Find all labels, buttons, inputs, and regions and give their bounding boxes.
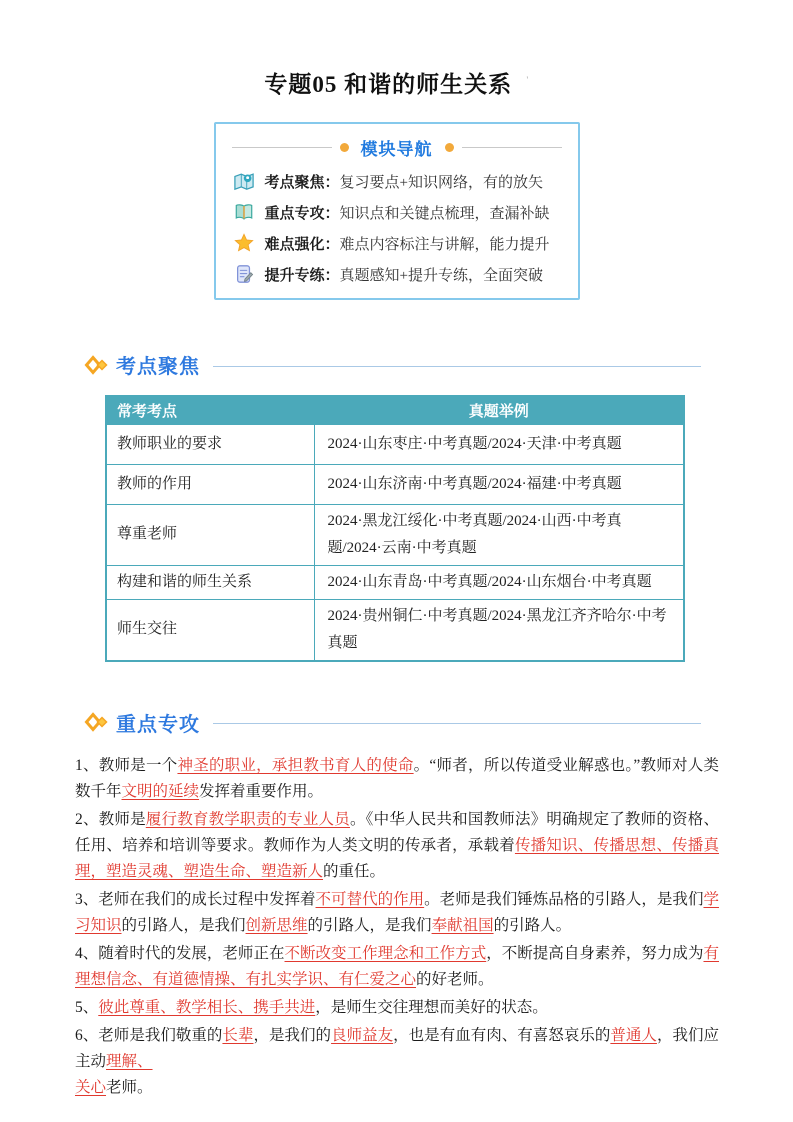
table-cell-examples: 2024·贵州铜仁·中考真题/2024·黑龙江齐齐哈尔·中考真题 xyxy=(314,599,684,661)
highlighted-text: 不可替代的作用 xyxy=(315,890,425,908)
table-cell-topic: 构建和谐的师生关系 xyxy=(106,565,314,599)
nav-item-nandian xyxy=(232,233,562,253)
text-run: 的引路人，是我们 xyxy=(307,916,432,934)
notepad-pencil-icon xyxy=(234,264,254,284)
content-paragraph xyxy=(75,995,719,1021)
table-body xyxy=(106,424,684,661)
exam-sources-table xyxy=(105,395,685,662)
divider-line-right xyxy=(462,147,562,148)
text-run: 3、老师在我们的成长过程中发挥着 xyxy=(75,890,316,908)
title-footnote-mark: ' xyxy=(526,75,529,86)
table-cell-topic: 教师的作用 xyxy=(106,464,314,504)
nav-item-desc: 知识点和关键点梳理，查漏补缺 xyxy=(339,205,550,222)
table-row xyxy=(106,565,684,599)
table-cell-examples: 2024·山东济南·中考真题/2024·福建·中考真题 xyxy=(314,464,684,504)
content-paragraph xyxy=(75,753,719,805)
text-run: 5、 xyxy=(75,998,99,1016)
table-header-examples: 真题举例 xyxy=(314,396,684,424)
table-cell-topic: 师生交往 xyxy=(106,599,314,661)
map-pin-icon xyxy=(234,171,254,191)
table-header-row xyxy=(106,396,684,424)
text-run: ，我们应主动 xyxy=(75,1026,719,1070)
section-title: 考点聚焦 xyxy=(116,356,200,378)
section-rule-line xyxy=(213,723,701,724)
highlighted-text: 理解、 xyxy=(106,1052,153,1070)
text-run: 。老师是我们锤炼品格的引路人，是我们 xyxy=(424,890,704,908)
text-run: 6、老师是我们敬重的 xyxy=(75,1026,223,1044)
section-header-kaodian xyxy=(84,350,701,379)
text-run: 4、随着时代的发展，老师正在 xyxy=(75,944,285,962)
nav-item-kaodian xyxy=(232,171,562,191)
content-paragraph xyxy=(75,1023,719,1101)
page-title-text: 专题05 和谐的师生关系 xyxy=(264,72,513,97)
table-row xyxy=(106,599,684,661)
star-icon xyxy=(234,233,254,253)
table-cell-topic: 尊重老师 xyxy=(106,504,314,565)
key-points-content xyxy=(75,753,719,1101)
content-paragraph xyxy=(75,887,719,939)
table-cell-examples: 2024·山东枣庄·中考真题/2024·天津·中考真题 xyxy=(314,424,684,464)
highlighted-text: 履行教育教学职责的专业人员 xyxy=(145,810,350,828)
text-run: 。“师者，所以传道受业解惑也。”教师对人类数千年 xyxy=(75,756,719,800)
highlighted-text: 神圣的职业，承担教书育人的使命 xyxy=(177,756,414,774)
highlighted-text: 彼此尊重、教学相长、携手共进 xyxy=(98,998,316,1016)
highlighted-text: 奉献祖国 xyxy=(431,916,494,934)
text-run: 。《中华人民共和国教师法》明确规定了教师的资格、任用、培养和培训等要求。教师作为人类文明的传承者，承载着 xyxy=(75,810,719,854)
double-diamond-icon xyxy=(84,712,109,732)
text-run: ，是我们的 xyxy=(253,1026,332,1044)
text-run: ，也是有血有肉、有喜怒哀乐的 xyxy=(393,1026,611,1044)
table-head xyxy=(106,396,684,424)
highlighted-text: 学习知识 xyxy=(75,890,719,934)
section-rule-line xyxy=(213,366,701,367)
table-row xyxy=(106,424,684,464)
table-cell-examples: 2024·山东青岛·中考真题/2024·山东烟台·中考真题 xyxy=(314,565,684,599)
text-run: 的好老师。 xyxy=(416,970,494,988)
open-book-icon xyxy=(234,202,254,222)
section-title: 重点专攻 xyxy=(116,713,200,736)
highlighted-text: 普通人 xyxy=(610,1026,657,1044)
table-cell-topic: 教师职业的要求 xyxy=(106,424,314,464)
highlighted-text: 文明的延续 xyxy=(121,782,200,800)
table-cell-examples: 2024·黑龙江绥化·中考真题/2024·山西·中考真题/2024·云南·中考真题 xyxy=(314,504,684,565)
content-paragraph xyxy=(75,941,719,993)
nav-item-label: 提升专练： xyxy=(264,266,340,284)
module-nav-box xyxy=(214,122,580,300)
highlighted-text: 有理想信念、有道德情操、有扎实学识、有仁爱之心 xyxy=(75,944,719,988)
divider-line-left xyxy=(232,147,332,148)
table-row xyxy=(106,464,684,504)
text-run: 2、教师是 xyxy=(75,810,146,828)
text-run: ，是师生交往理想而美好的状态。 xyxy=(315,998,548,1016)
highlighted-text: 创新思维 xyxy=(245,916,308,934)
orange-dot-left xyxy=(340,143,349,152)
text-run: 的引路人。 xyxy=(493,916,572,934)
nav-item-desc: 真题感知+提升专练，全面突破 xyxy=(339,267,543,284)
highlighted-text: 良师益友 xyxy=(331,1026,394,1044)
table-header-topic: 常考考点 xyxy=(106,396,314,424)
nav-item-label: 难点强化： xyxy=(264,235,340,253)
text-run: 的重任。 xyxy=(323,862,386,880)
highlighted-text: 关心 xyxy=(75,1078,107,1096)
text-run: 老师。 xyxy=(106,1078,153,1096)
text-run: 1、教师是一个 xyxy=(75,756,178,774)
nav-item-zhongdian xyxy=(232,202,562,222)
orange-dot-right xyxy=(445,143,454,152)
highlighted-text: 传播知识、传播思想、传播真理，塑造灵魂、塑造生命、塑造新人 xyxy=(75,836,719,880)
nav-item-tisheng xyxy=(232,264,562,284)
highlighted-text: 长辈 xyxy=(222,1026,254,1044)
module-nav-title: 模块导航 xyxy=(360,140,433,159)
nav-item-label: 考点聚焦： xyxy=(264,173,340,191)
double-diamond-icon xyxy=(84,355,109,375)
nav-item-desc: 复习要点+知识网络，有的放矢 xyxy=(339,174,543,191)
section-header-zhongdian xyxy=(84,708,701,737)
nav-item-desc: 难点内容标注与讲解，能力提升 xyxy=(339,236,550,253)
module-nav-header xyxy=(232,135,562,160)
highlighted-text: 不断改变工作理念和工作方式 xyxy=(284,944,487,962)
text-run: 发挥着重要作用。 xyxy=(199,782,324,800)
content-paragraph xyxy=(75,807,719,885)
nav-item-label: 重点专攻： xyxy=(264,204,340,222)
table-row xyxy=(106,504,684,565)
text-run: ，不断提高自身素养，努力成为 xyxy=(486,944,704,962)
page-title xyxy=(0,0,793,99)
text-run: 的引路人，是我们 xyxy=(121,916,246,934)
